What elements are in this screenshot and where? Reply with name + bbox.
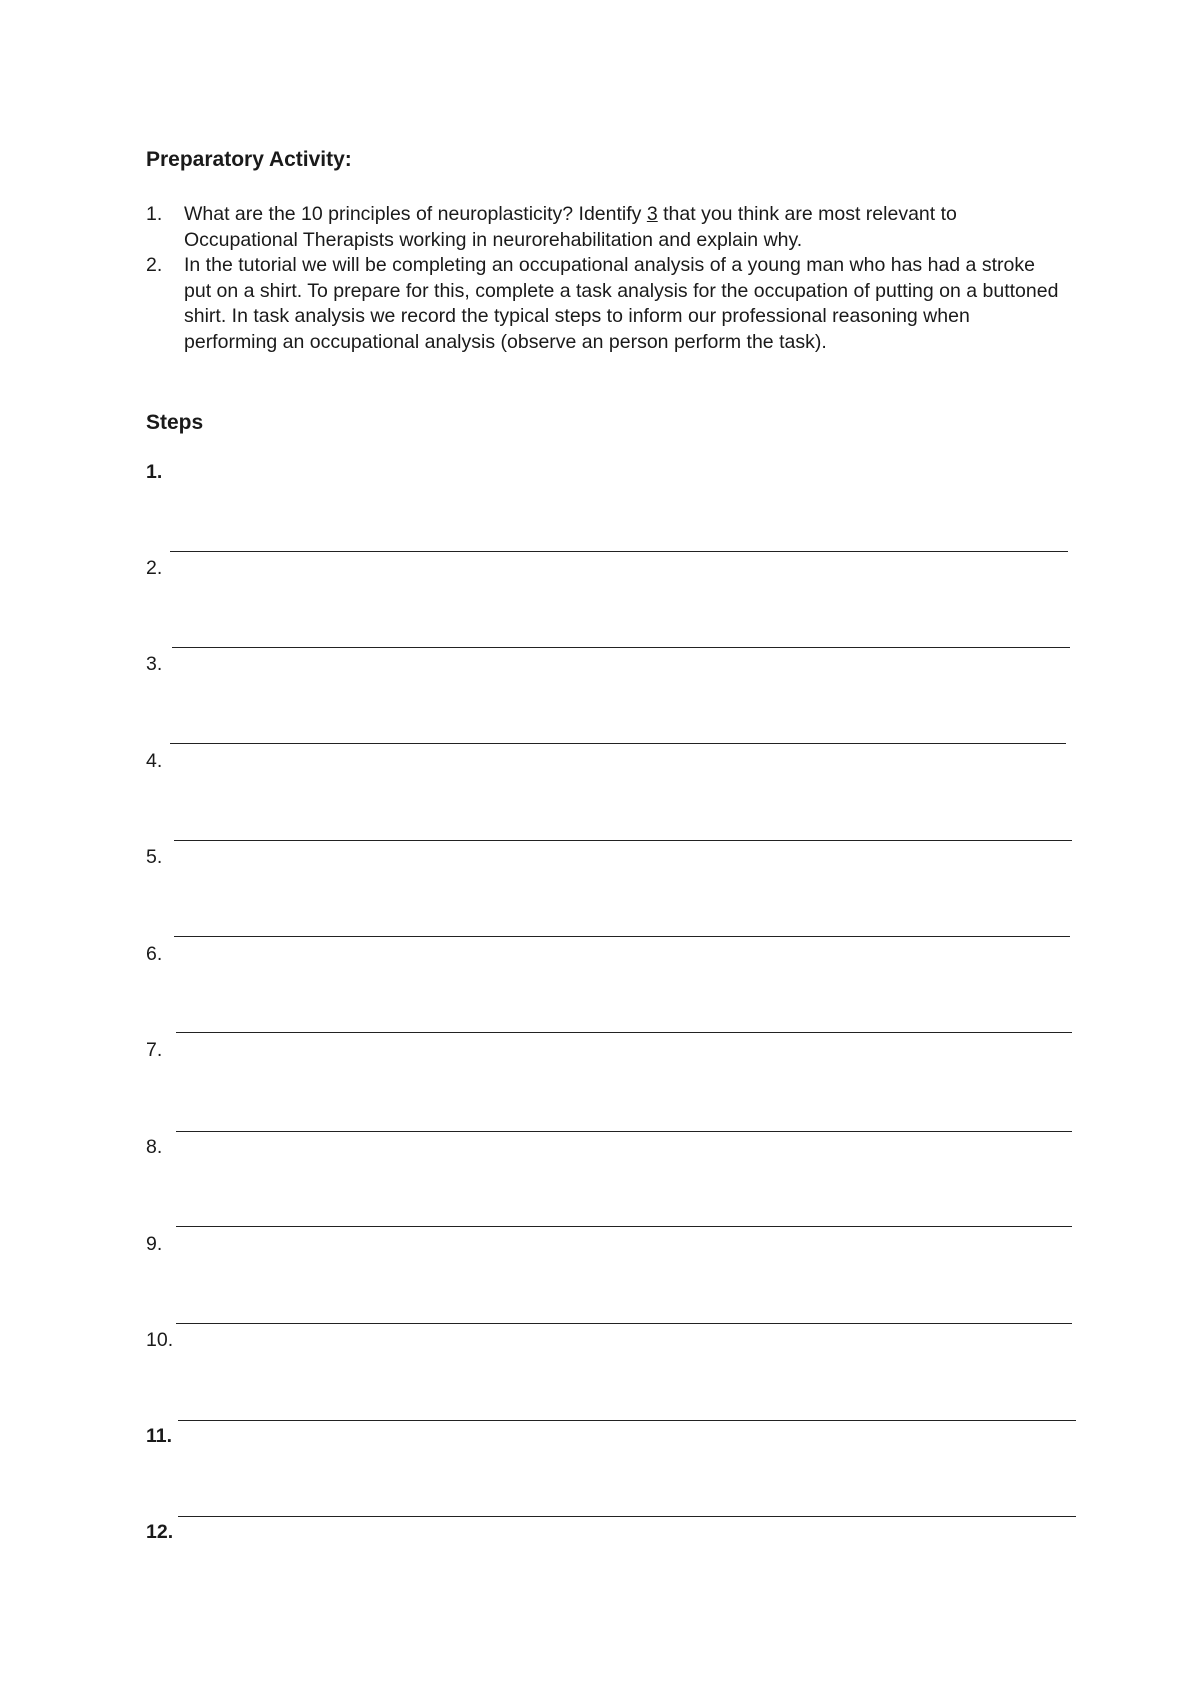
answer-line[interactable] [170, 743, 1066, 744]
question-item [146, 253, 1066, 355]
step-number: 9. [146, 1233, 163, 1255]
step-number: 4. [146, 750, 163, 772]
question-text: What are the 10 principles of neuroplasticity? Identify [184, 203, 647, 225]
step-number: 5. [146, 846, 163, 868]
answer-line[interactable] [178, 1420, 1076, 1421]
step-number: 1. [146, 461, 163, 483]
step-number: 7. [146, 1039, 163, 1061]
answer-line[interactable] [172, 647, 1070, 648]
step-number: 10. [146, 1329, 174, 1351]
question-text: In the tutorial we will be completing an occupational analysis of a young man who has had a stroke put on a shirt. To prepare for this, complete a task analysis for the occupation of putting on a buttoned shirt. In task analysis we record the typical steps to inform our professional reasoning when performing an occupational analysis (observe an person perform the task). [184, 254, 1059, 353]
step-number: 12. [146, 1521, 174, 1543]
step-number: 8. [146, 1136, 163, 1158]
answer-line[interactable] [174, 936, 1070, 937]
question-number: 1. [146, 203, 163, 225]
steps-title: Steps [146, 411, 204, 434]
step-number: 11. [146, 1425, 173, 1447]
answer-line[interactable] [176, 1323, 1072, 1324]
question-item [146, 202, 1066, 253]
step-number: 6. [146, 943, 163, 965]
answer-line[interactable] [178, 1516, 1076, 1517]
question-text: that you think are most relevant to Occupational Therapists working in neurorehabilitation and explain why. [184, 203, 957, 251]
question-number: 2. [146, 254, 163, 276]
step-number: 3. [146, 653, 163, 675]
step-number: 2. [146, 557, 163, 579]
answer-line[interactable] [176, 1032, 1072, 1033]
answer-line[interactable] [174, 840, 1072, 841]
answer-line[interactable] [176, 1131, 1072, 1132]
question-list [146, 202, 1066, 355]
question-emphasis: 3 [646, 203, 658, 225]
answer-line[interactable] [170, 551, 1068, 552]
answer-line[interactable] [176, 1226, 1072, 1227]
heading: Preparatory Activity: [146, 148, 352, 171]
